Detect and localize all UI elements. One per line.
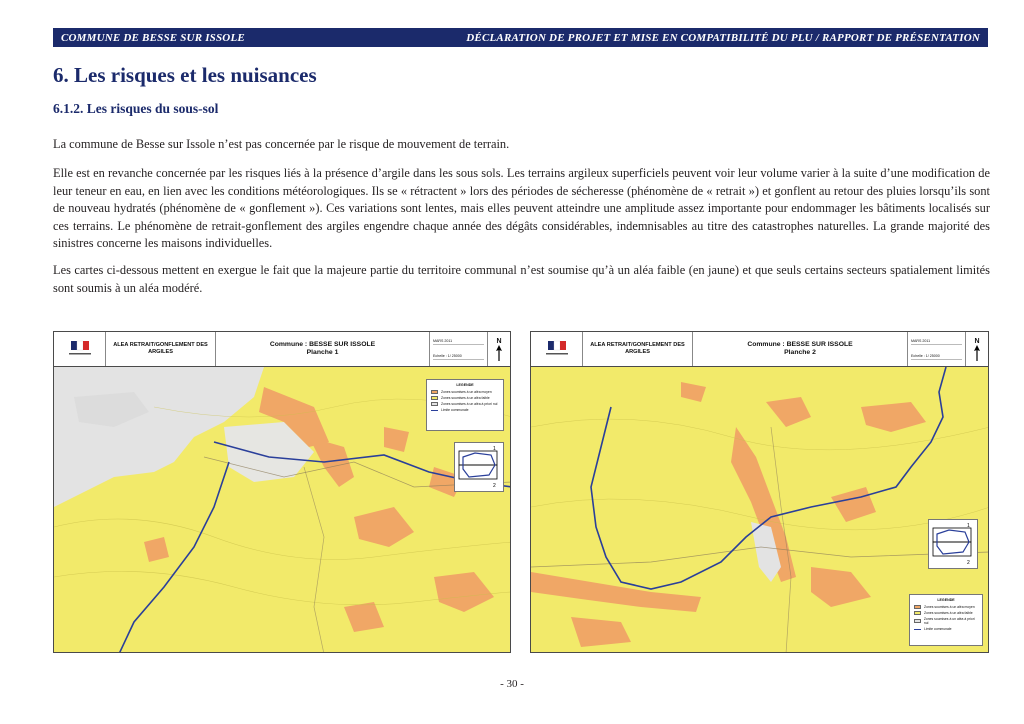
cartouche-commune [216, 332, 430, 366]
cartouche-title: ALEA RETRAIT/GONFLEMENT DES ARGILES [106, 332, 216, 366]
page-number: - 30 - [500, 678, 524, 690]
north-arrow [966, 332, 988, 366]
cartouche-commune [693, 332, 908, 366]
cartouche-title: ALEA RETRAIT/GONFLEMENT DES ARGILES [583, 332, 693, 366]
legend-title: LEGENDE [937, 598, 955, 602]
cartouche-date: MARS 2011 [433, 339, 484, 345]
north-label: N [974, 337, 980, 345]
map-planche-2 [530, 331, 989, 653]
north-arrow-icon [973, 345, 981, 361]
locator-map [928, 519, 978, 569]
map-planche-1 [53, 331, 511, 653]
paragraph-2: Elle est en revanche concernée par les risques liés à la présence d’argile dans les sous sols. Les terrains argileux superficiels peuvent voir leur volume varier à la suite d’une modification de leur teneur en eau, en lien avec les conditions météorologiques. Ils se « rétractent » lors des périodes de sécheresse (phénomène de « retrait ») et gonflent au retour des pluies lorsqu’ils sont de nouveau hydratés (phénomène de « gonflement »). Ces variations sont lentes, mais elles peuvent atteindre une amplitude assez importante pour endommager les bâtiments localisés sur ces terrains. Le phénomène de retrait-gonflement des argiles engendre chaque année des dégâts considérables, indemnisables au titre des catastrophes naturelles. La grande majorité des sinistres concerne les maisons individuelles. [53, 166, 990, 250]
locator-label-2: 2 [493, 483, 496, 489]
planche-label: Planche 1 [306, 349, 339, 356]
north-arrow [488, 332, 510, 366]
cartouche-meta [908, 332, 966, 366]
planche-label: Planche 2 [784, 349, 816, 356]
paragraph-1: La commune de Besse sur Issole n’est pas concernée par le risque de mouvement de terrain. [53, 137, 510, 151]
subsection-title: 6.1.2. Les risques du sous-sol [53, 101, 219, 116]
republique-logo [54, 332, 106, 366]
north-arrow-icon [495, 345, 503, 361]
cartouche-scale: Echelle : 1/ 25000 [911, 354, 962, 360]
map-legend [909, 594, 983, 646]
header-document-title: DÉCLARATION DE PROJET ET MISE EN COMPATIBILITÉ DU PLU / RAPPORT DE PRÉSENTATION [466, 31, 980, 44]
legend-title: LEGENDE [456, 383, 474, 387]
legend-item-faible: Zones soumises à un aléa faible [914, 611, 978, 615]
map-legend [426, 379, 504, 431]
legend-item-limite: Limite communale [914, 627, 978, 631]
legend-item-moyen: Zones soumises à un aléa moyen [431, 390, 499, 394]
header-commune: COMMUNE DE BESSE SUR ISSOLE [61, 31, 245, 44]
legend-item-nul: Zones soumises à un aléa à priori nul [914, 617, 978, 625]
section-title: 6. Les risques et les nuisances [53, 63, 317, 87]
commune-label: Commune : BESSE SUR ISSOLE [269, 341, 376, 348]
commune-label: Commune : BESSE SUR ISSOLE [747, 341, 853, 348]
legend-item-nul: Zones soumises à un aléa à priori nul [431, 402, 499, 406]
map-cartouche [54, 332, 510, 367]
locator-label-2: 2 [967, 560, 970, 566]
republique-logo [531, 332, 583, 366]
locator-map [454, 442, 504, 492]
locator-label-1: 1 [493, 446, 496, 452]
map-cartouche [531, 332, 988, 367]
paragraph-3: Les cartes ci-dessous mettent en exergue le fait que la majeure partie du territoire communal n’est soumise qu’à un aléa faible (en jaune) et que seuls certains secteurs spatialement limités sont soumis à un aléa modéré. [53, 263, 990, 295]
cartouche-scale: Echelle : 1/ 25000 [433, 354, 484, 360]
cartouche-meta [430, 332, 488, 366]
locator-label-1: 1 [967, 523, 970, 529]
legend-item-moyen: Zones soumises à un aléa moyen [914, 605, 978, 609]
legend-item-faible: Zones soumises à un aléa faible [431, 396, 499, 400]
header-band [53, 28, 988, 47]
cartouche-date: MARS 2011 [911, 339, 962, 345]
north-label: N [496, 337, 502, 345]
legend-item-limite: Limite communale [431, 408, 499, 412]
